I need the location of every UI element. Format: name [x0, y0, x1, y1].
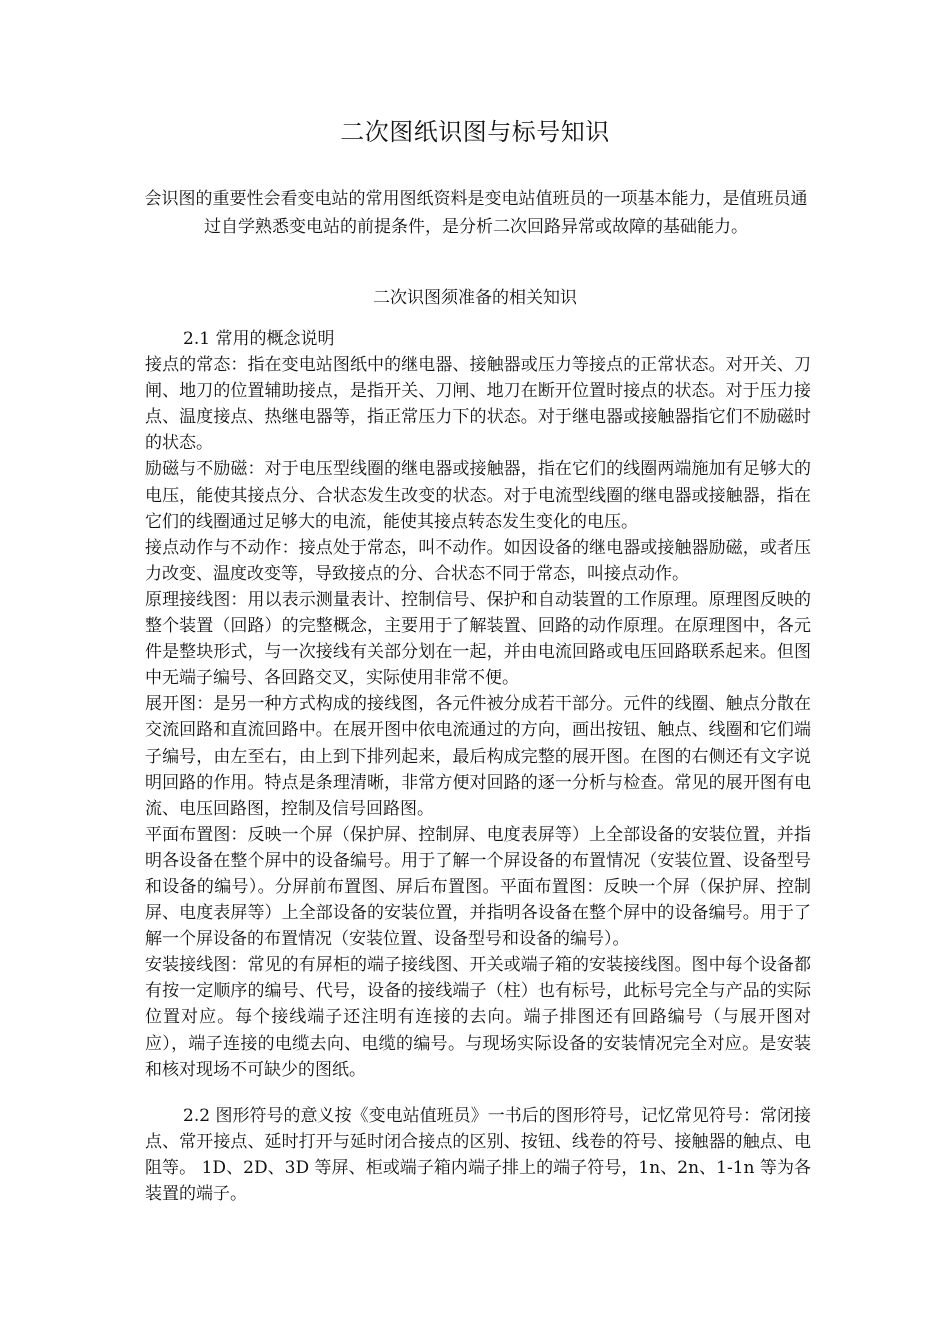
section-2-1-heading: 2.1 常用的概念说明: [183, 329, 335, 349]
paragraph-excitation: 励磁与不励磁：对于电压型线圈的继电器或接触器，指在它们的线圈两端施加有足够大的电压，能使其接点分、合状态发生改变的状态。对于电流型线圈的继电器或接触器，指在它们的线圈通过足够大的电流，能使其接点转态发生变化的电压。: [145, 459, 811, 532]
intro-paragraph: 会识图的重要性会看变电站的常用图纸资料是变电站值班员的一项基本能力，是值班员通过自学熟悉变电站的前提条件，是分析二次回路异常或故障的基础能力。: [144, 189, 808, 237]
paragraph-principle-wiring: 原理接线图：用以表示测量表计、控制信号、保护和自动装置的工作原理。原理图反映的整个装置（回路）的完整概念，主要用于了解装置、回路的动作原理。在原理图中，各元件是整块形式，与一次接线有关部分划在一起，并由电流回路或电压回路联系起来。但图中无端子编号、各回路交叉，实际使用非常不便。: [145, 589, 811, 689]
document-body: [145, 326, 811, 1207]
paragraph-contact-normal-state: 接点的常态：指在变电站图纸中的继电器、接触器或压力等接点的正常状态。对开关、刀闸、地刀的位置辅助接点，是指开关、刀闸、地刀在断开位置时接点的状态。对于压力接点、温度接点、热继电器等，指正常压力下的状态。对于继电器或接触器指它们不励磁时的状态。: [145, 355, 811, 454]
paragraph-contact-action: 接点动作与不动作：接点处于常态，叫不动作。如因设备的继电器或接触器励磁，或者压力改变、温度改变等，导致接点的分、合状态不同于常态，叫接点动作。: [145, 537, 811, 584]
paragraph-expanded-diagram: 展开图：是另一种方式构成的接线图，各元件被分成若干部分。元件的线圈、触点分散在交流回路和直流回路中。在展开图中依电流通过的方向，画出按钮、触点、线圈和它们端子编号，由左至右，由上到下排列起来，最后构成完整的展开图。在图的右侧还有文字说明回路的作用。特点是条理清晰，非常方便对回路的逐一分析与检查。常见的展开图有电流、电压回路图，控制及信号回路图。: [145, 694, 811, 819]
paragraph-installation-wiring: 安装接线图：常见的有屏柜的端子接线图、开关或端子箱的安装接线图。图中每个设备都有按一定顺序的编号、代号，设备的接线端子（柱）也有标号，此标号完全与产品的实际位置对应。每个接线端子还注明有连接的去向。端子排图还有回路编号（与展开图对应），端子连接的电缆去向、电缆的编号。与现场实际设备的安装情况完全对应。是安装和核对现场不可缺少的图纸。: [145, 955, 811, 1080]
document-title: 二次图纸识图与标号知识: [340, 118, 610, 146]
section-subheading: 二次识图须准备的相关知识: [373, 288, 577, 308]
paragraph-layout-drawing: 平面布置图：反映一个屏（保护屏、控制屏、电度表屏等）上全部设备的安装位置，并指明各设备在整个屏中的设备编号。用于了解一个屏设备的布置情况（安装位置、设备型号和设备的编号）。分屏前布置图、屏后布置图。平面布置图：反映一个屏（保护屏、控制屏、电度表屏等）上全部设备的安装位置，并指明各设备在整个屏中的设备编号。用于了解一个屏设备的布置情况（安装位置、设备型号和设备的编号）。: [145, 824, 811, 950]
section-2-2-paragraph: 2.2 图形符号的意义按《变电站值班员》一书后的图形符号，记忆常见符号：常闭接点、常开接点、延时打开与延时闭合接点的区别、按钮、线卷的符号、接触器的触点、电阻等。 1D、2D、3D 等屏、柜或端子箱内端子排上的端子符号，1n、2n、1-1n 等为各装置的端子。: [145, 1105, 811, 1204]
